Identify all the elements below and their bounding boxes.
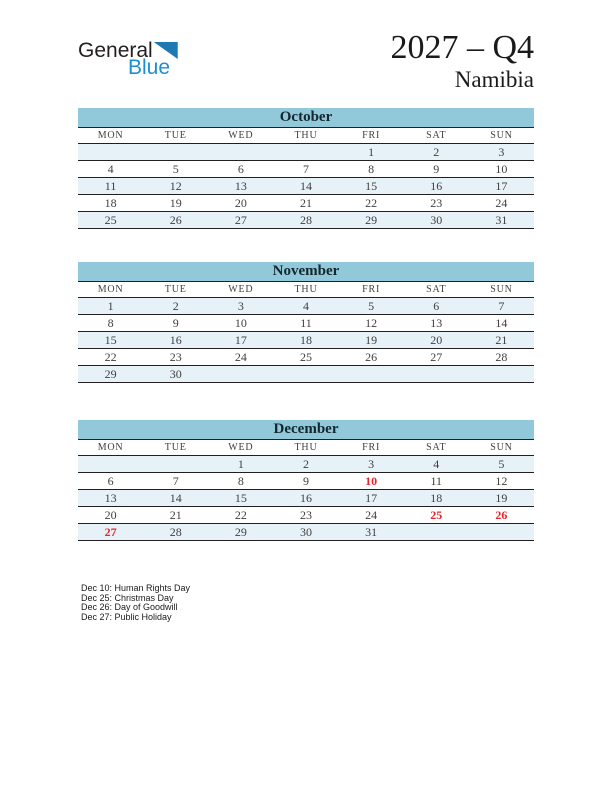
title-block xyxy=(390,30,534,93)
day-cell: 4 xyxy=(78,161,143,178)
week-row xyxy=(78,366,534,383)
holiday-day-cell: 27 xyxy=(78,524,143,541)
day-cell: 29 xyxy=(339,212,404,229)
day-cell: 23 xyxy=(404,195,469,212)
week-row xyxy=(78,456,534,473)
month-table xyxy=(78,440,534,541)
week-row xyxy=(78,490,534,507)
day-cell: 1 xyxy=(339,144,404,161)
day-cell: 15 xyxy=(78,332,143,349)
day-cell: 18 xyxy=(273,332,338,349)
weekday-label: FRI xyxy=(339,440,404,456)
weekday-label: SAT xyxy=(404,440,469,456)
month-november xyxy=(78,262,534,383)
weekday-label: WED xyxy=(208,440,273,456)
day-cell xyxy=(78,144,143,161)
day-cell: 3 xyxy=(339,456,404,473)
week-row xyxy=(78,524,534,541)
month-december xyxy=(78,420,534,541)
day-cell: 5 xyxy=(469,456,534,473)
day-cell xyxy=(339,366,404,383)
holiday-day-cell: 10 xyxy=(339,473,404,490)
day-cell: 11 xyxy=(404,473,469,490)
day-cell: 14 xyxy=(273,178,338,195)
day-cell: 23 xyxy=(273,507,338,524)
day-cell: 15 xyxy=(208,490,273,507)
week-row xyxy=(78,315,534,332)
day-cell xyxy=(404,366,469,383)
day-cell: 28 xyxy=(273,212,338,229)
day-cell: 2 xyxy=(404,144,469,161)
day-cell: 6 xyxy=(208,161,273,178)
day-cell: 14 xyxy=(469,315,534,332)
day-cell: 24 xyxy=(469,195,534,212)
weekday-label: MON xyxy=(78,282,143,298)
month-title: November xyxy=(78,262,534,282)
holiday-day-cell: 26 xyxy=(469,507,534,524)
day-cell: 20 xyxy=(78,507,143,524)
day-cell: 26 xyxy=(339,349,404,366)
day-cell: 17 xyxy=(339,490,404,507)
weekday-label: SAT xyxy=(404,282,469,298)
weekday-label: TUE xyxy=(143,440,208,456)
day-cell: 3 xyxy=(469,144,534,161)
day-cell: 9 xyxy=(273,473,338,490)
day-cell: 18 xyxy=(404,490,469,507)
day-cell: 6 xyxy=(404,298,469,315)
weekday-label: SUN xyxy=(469,282,534,298)
day-cell: 27 xyxy=(404,349,469,366)
weekday-label: FRI xyxy=(339,282,404,298)
day-cell: 17 xyxy=(469,178,534,195)
day-cell: 2 xyxy=(273,456,338,473)
day-cell: 24 xyxy=(208,349,273,366)
weekday-label: FRI xyxy=(339,128,404,144)
weekday-label: TUE xyxy=(143,128,208,144)
day-cell: 5 xyxy=(339,298,404,315)
week-row xyxy=(78,473,534,490)
week-row xyxy=(78,161,534,178)
month-title: October xyxy=(78,108,534,128)
week-row xyxy=(78,178,534,195)
weekday-label: SUN xyxy=(469,440,534,456)
day-cell: 21 xyxy=(273,195,338,212)
logo-text-blue: Blue xyxy=(128,56,171,79)
day-cell: 24 xyxy=(339,507,404,524)
weekday-label: SAT xyxy=(404,128,469,144)
day-cell: 4 xyxy=(404,456,469,473)
holiday-day-cell: 25 xyxy=(404,507,469,524)
day-cell: 11 xyxy=(273,315,338,332)
day-cell: 13 xyxy=(404,315,469,332)
day-cell: 5 xyxy=(143,161,208,178)
day-cell: 4 xyxy=(273,298,338,315)
day-cell: 12 xyxy=(143,178,208,195)
month-table xyxy=(78,282,534,383)
weekday-label: MON xyxy=(78,128,143,144)
day-cell: 31 xyxy=(469,212,534,229)
day-cell: 22 xyxy=(78,349,143,366)
day-cell: 2 xyxy=(143,298,208,315)
day-cell: 29 xyxy=(78,366,143,383)
day-cell: 13 xyxy=(208,178,273,195)
week-row xyxy=(78,298,534,315)
holiday-notes xyxy=(81,584,190,622)
day-cell: 29 xyxy=(208,524,273,541)
day-cell: 1 xyxy=(208,456,273,473)
weekday-label: WED xyxy=(208,128,273,144)
day-cell: 7 xyxy=(273,161,338,178)
day-cell: 21 xyxy=(143,507,208,524)
weekday-label: WED xyxy=(208,282,273,298)
day-cell xyxy=(469,366,534,383)
week-row xyxy=(78,195,534,212)
day-cell: 19 xyxy=(339,332,404,349)
general-blue-logo xyxy=(78,40,178,77)
day-cell: 14 xyxy=(143,490,208,507)
day-cell: 17 xyxy=(208,332,273,349)
holiday-note: Dec 10: Human Rights Day xyxy=(81,583,191,593)
weekday-label: TUE xyxy=(143,282,208,298)
day-cell xyxy=(208,144,273,161)
day-cell: 1 xyxy=(78,298,143,315)
day-cell: 9 xyxy=(404,161,469,178)
holiday-note: Dec 25: Christmas Day xyxy=(81,592,174,603)
day-cell xyxy=(208,366,273,383)
day-cell: 26 xyxy=(143,212,208,229)
holiday-note: Dec 27: Public Holiday xyxy=(81,611,172,622)
day-cell: 13 xyxy=(78,490,143,507)
day-cell: 12 xyxy=(339,315,404,332)
day-cell xyxy=(78,456,143,473)
month-title: December xyxy=(78,420,534,440)
day-cell xyxy=(273,366,338,383)
logo-text-general: General xyxy=(78,39,153,62)
weekday-label: MON xyxy=(78,440,143,456)
day-cell: 28 xyxy=(143,524,208,541)
day-cell: 23 xyxy=(143,349,208,366)
day-cell xyxy=(143,144,208,161)
day-cell xyxy=(469,524,534,541)
month-october xyxy=(78,108,534,229)
week-row xyxy=(78,144,534,161)
day-cell: 25 xyxy=(78,212,143,229)
day-cell: 15 xyxy=(339,178,404,195)
day-cell: 22 xyxy=(339,195,404,212)
day-cell: 27 xyxy=(208,212,273,229)
day-cell: 3 xyxy=(208,298,273,315)
day-cell: 7 xyxy=(143,473,208,490)
day-cell: 20 xyxy=(404,332,469,349)
day-cell: 12 xyxy=(469,473,534,490)
day-cell: 18 xyxy=(78,195,143,212)
day-cell: 10 xyxy=(469,161,534,178)
weekday-label: THU xyxy=(273,282,338,298)
day-cell: 30 xyxy=(273,524,338,541)
day-cell: 7 xyxy=(469,298,534,315)
weekday-label: SUN xyxy=(469,128,534,144)
day-cell: 16 xyxy=(143,332,208,349)
page-subtitle: Namibia xyxy=(454,67,534,92)
day-cell: 25 xyxy=(273,349,338,366)
day-cell: 22 xyxy=(208,507,273,524)
day-cell: 19 xyxy=(143,195,208,212)
page-title: 2027 – Q4 xyxy=(390,29,534,66)
day-cell: 20 xyxy=(208,195,273,212)
day-cell xyxy=(273,144,338,161)
day-cell xyxy=(143,456,208,473)
week-row xyxy=(78,212,534,229)
week-row xyxy=(78,507,534,524)
day-cell: 8 xyxy=(208,473,273,490)
week-row xyxy=(78,349,534,366)
day-cell: 16 xyxy=(404,178,469,195)
month-table xyxy=(78,128,534,229)
day-cell: 16 xyxy=(273,490,338,507)
day-cell: 19 xyxy=(469,490,534,507)
day-cell: 9 xyxy=(143,315,208,332)
day-cell xyxy=(404,524,469,541)
day-cell: 8 xyxy=(78,315,143,332)
day-cell: 8 xyxy=(339,161,404,178)
day-cell: 28 xyxy=(469,349,534,366)
day-cell: 30 xyxy=(143,366,208,383)
day-cell: 31 xyxy=(339,524,404,541)
day-cell: 21 xyxy=(469,332,534,349)
day-cell: 6 xyxy=(78,473,143,490)
weekday-label: THU xyxy=(273,440,338,456)
holiday-note: Dec 26: Day of Goodwill xyxy=(81,602,178,613)
weekday-label: THU xyxy=(273,128,338,144)
week-row xyxy=(78,332,534,349)
day-cell: 10 xyxy=(208,315,273,332)
day-cell: 30 xyxy=(404,212,469,229)
day-cell: 11 xyxy=(78,178,143,195)
